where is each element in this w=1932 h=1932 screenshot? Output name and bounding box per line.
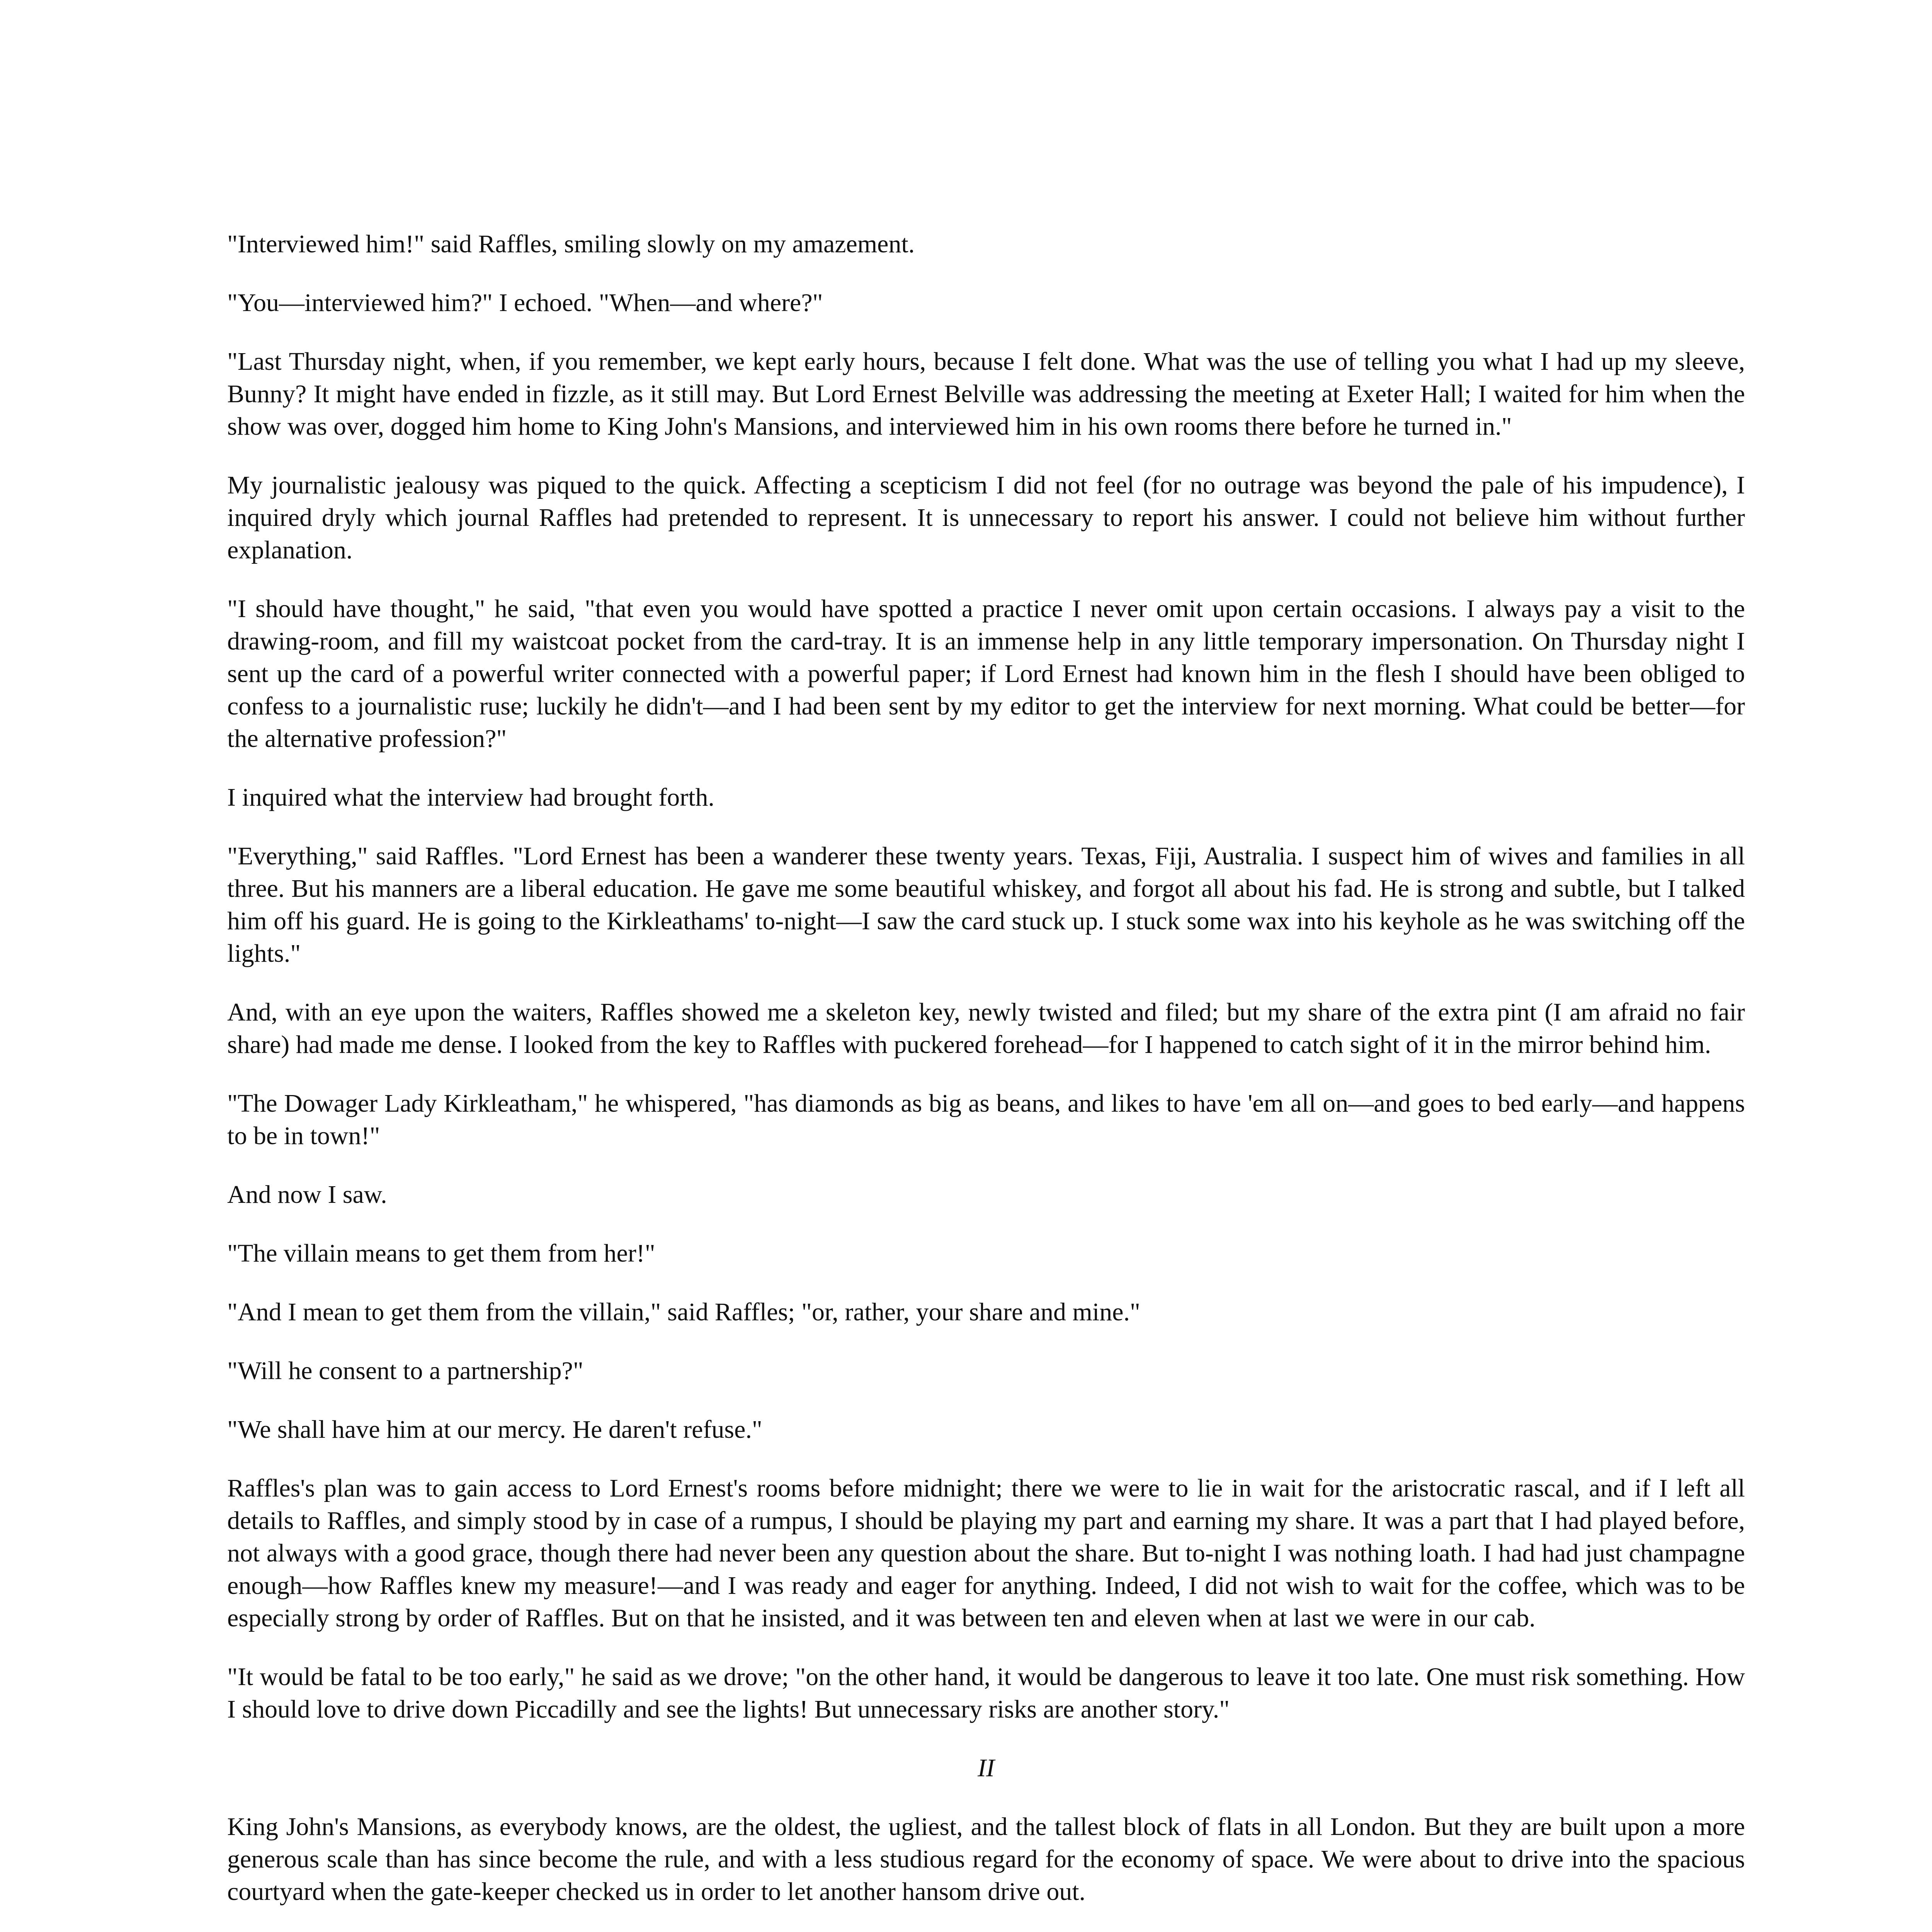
paragraph-villain-means: "The villain means to get them from her!": [227, 1239, 655, 1267]
document-body: [227, 228, 1745, 1932]
paragraph-skeleton-key: And, with an eye upon the waiters, Raffles showed me a skeleton key, newly twisted and filed; but my share of the extra pint (I am afraid no fair share) had made me dense. I looked from the key to Raffles with puckered forehead—for I happened to catch sight of it in the mirror behind him.: [227, 998, 1745, 1059]
paragraph-at-our-mercy: "We shall have him at our mercy. He daren't refuse.": [227, 1415, 762, 1444]
paragraph-card-tray: "I should have thought," he said, "that even you would have spotted a practice I never omit upon certain occasions. I always pay a visit to the drawing-room, and fill my waistcoat pocket from the card-tray. It is an immense help in any little temporary impersonation. On Thursday night I sent up the card of a powerful writer connected with a powerful paper; if Lord Ernest had known him in the flesh I should have been obliged to confess to a journalistic ruse; luckily he didn't—and I had been sent by my editor to get the interview for next morning. What could be better—for the alternative profession?": [227, 595, 1745, 753]
section-heading: II: [978, 1754, 995, 1782]
paragraph-journalistic-jealousy: My journalistic jealousy was piqued to the quick. Affecting a scepticism I did not feel (for no outrage was beyond the pale of his impudence), I inquired dryly which journal Raffles had pretended to represent. It is unnecessary to report his answer. I could not believe him without further explanation.: [227, 471, 1745, 564]
paragraph-king-johns-mansions: King John's Mansions, as everybody knows, are the oldest, the ugliest, and the tallest block of flats in all London. But they are built upon a more generous scale than has since become the rule, and with a less studious regard for the economy of space. We were about to drive into the spacious courtyard when the gate-keeper checked us in order to let another hansom drive out.: [227, 1813, 1745, 1906]
paragraph-fatal-too-early: "It would be fatal to be too early," he said as we drove; "on the other hand, it would be dangerous to leave it too late. One must risk something. How I should love to drive down Piccadilly and see the lights! But unnecessary risks are another story.": [227, 1663, 1745, 1723]
paragraph-interviewed-him: "Interviewed him!" said Raffles, smiling slowly on my amazement.: [227, 230, 915, 258]
paragraph-everything: "Everything," said Raffles. "Lord Ernest has been a wanderer these twenty years. Texas, Fiji, Australia. I suspect him of wives and families in all three. But his manners are a liberal education. He gave me some beautiful whiskey, and forgot all about his fad. He is strong and subtle, but I talked him off his guard. He is going to the Kirkleathams' to-night—I saw the card stuck up. I stuck some wax into his keyhole as he was switching off the lights.": [227, 842, 1745, 968]
paragraph-interview-brought-forth: I inquired what the interview had brought forth.: [227, 783, 714, 811]
paragraph-rafflès-plan: Raffles's plan was to gain access to Lord Ernest's rooms before midnight; there we were to lie in wait for the aristocratic rascal, and if I left all details to Raffles, and simply stood by in case of a rumpus, I should be playing my part and earning my share. It was a part that I had played before, not always with a good grace, though there had never been any question about the share. But to-night I was nothing loath. I had had just champagne enough—how Raffles knew my measure!—and I was ready and eager for anything. Indeed, I did not wish to wait for the coffee, which was to be especially strong by order of Raffles. But on that he insisted, and it was between ten and eleven when at last we were in our cab.: [227, 1474, 1745, 1632]
paragraph-you-interviewed: "You—interviewed him?" I echoed. "When—and where?": [227, 289, 823, 317]
paragraph-last-thursday: "Last Thursday night, when, if you remember, we kept early hours, because I felt done. What was the use of telling you what I had up my sleeve, Bunny? It might have ended in fizzle, as it still may. But Lord Ernest Belville was addressing the meeting at Exeter Hall; I waited for him when the show was over, dogged him home to King John's Mansions, and interviewed him in his own rooms there before he turned in.": [227, 347, 1745, 440]
paragraph-now-i-saw: And now I saw.: [227, 1180, 387, 1209]
paragraph-partnership: "Will he consent to a partnership?": [227, 1357, 583, 1385]
paragraph-dowager: "The Dowager Lady Kirkleatham," he whispered, "has diamonds as big as beans, and likes to have 'em all on—and goes to bed early—and happens to be in town!": [227, 1089, 1745, 1150]
paragraph-get-them-from-villain: "And I mean to get them from the villain," said Raffles; "or, rather, your share and mine.": [227, 1298, 1140, 1326]
